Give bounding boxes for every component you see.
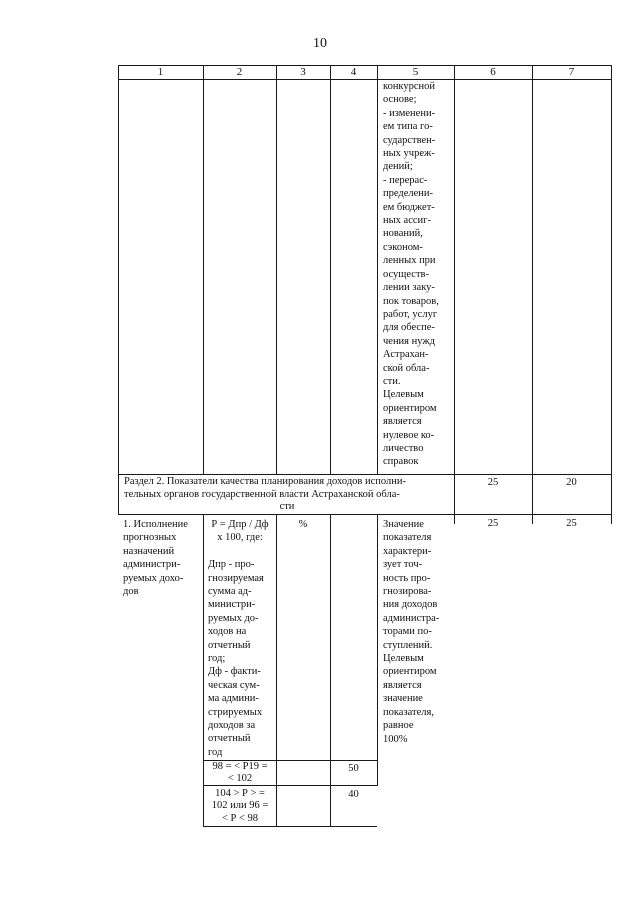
header-col5: 5 [412, 66, 419, 78]
rule-i-c2-c3 [276, 514, 277, 826]
rule-c3-c4 [330, 65, 331, 475]
indicator-description: Значение показателя характери- зует точ- ность про- гнозирова- ния доходов администра- торами по- ступлений. Целевым ориентиром является значение показателя, равное 100% [383, 519, 440, 745]
indicator-col7-value: 25 [566, 518, 577, 529]
indicator-name: 1. Исполнение прогнозных назначений администри- руемых дохо- дов [123, 519, 188, 598]
indicator-formula: Р = Дпр / Дф х 100, где: Дпр - про- гнозируемая сумма ад- министри- руемых до- ходов на отчетный год; Дф - факти- ческая сум- ма админи- стрируемых доходов за отчетный год [208, 519, 269, 758]
subrow-condition: 104 > Р > = 102 или 96 = < Р < 98 [211, 788, 269, 824]
rule-subrow2-top [203, 785, 377, 786]
rule-right-edge [611, 65, 612, 515]
rule-c1-c2 [203, 65, 204, 475]
rule-c2-c3 [276, 65, 277, 475]
header-col6: 6 [490, 66, 496, 78]
rule-header-bottom [118, 79, 611, 80]
section-col6-value: 25 [487, 477, 499, 488]
rule-left-edge [118, 65, 119, 515]
rule-c5-c6 [454, 65, 455, 515]
rule-c4-c5 [377, 65, 378, 475]
header-col7: 7 [568, 66, 575, 78]
rule-i-right [611, 514, 612, 524]
section-title: Раздел 2. Показатели качества планирования доходов исполни- тельных органов государственной власти Астраханской обла- сти [124, 476, 406, 512]
rule-section-top [118, 474, 611, 475]
header-col3: 3 [300, 66, 306, 78]
continuation-col5-text: конкурсной основе; - изменени- ем типа го- сударствен- ных учреж- дений; - перерас- пределени- ем бюджет- ных ассиг- нований, сэконом- ленных при осуществ- лении заку- пок товаров, работ, услуг для обеспе- чения нужд Астрахан- ской обла- сти. Целевым ориентиром является нулевое ко- личество справок [383, 81, 439, 468]
rule-indicator-top [118, 514, 611, 515]
subrow-points: 50 [348, 763, 359, 774]
header-col2: 2 [236, 66, 243, 78]
header-col4: 4 [350, 66, 357, 78]
rule-c6-c7 [532, 65, 533, 515]
subrow-points: 40 [348, 789, 359, 800]
section-col7-value: 20 [566, 477, 577, 488]
header-col1: 1 [157, 66, 164, 78]
subrow-condition: 98 = < Р19 = < 102 [212, 761, 268, 784]
rule-i-c3-c4 [330, 514, 331, 826]
indicator-col6-value: 25 [487, 518, 499, 529]
rule-i-c4-c5 [377, 514, 378, 786]
page-number: 10 [313, 36, 327, 51]
indicator-unit: % [298, 519, 308, 530]
rule-subrow2-bottom [203, 826, 377, 827]
